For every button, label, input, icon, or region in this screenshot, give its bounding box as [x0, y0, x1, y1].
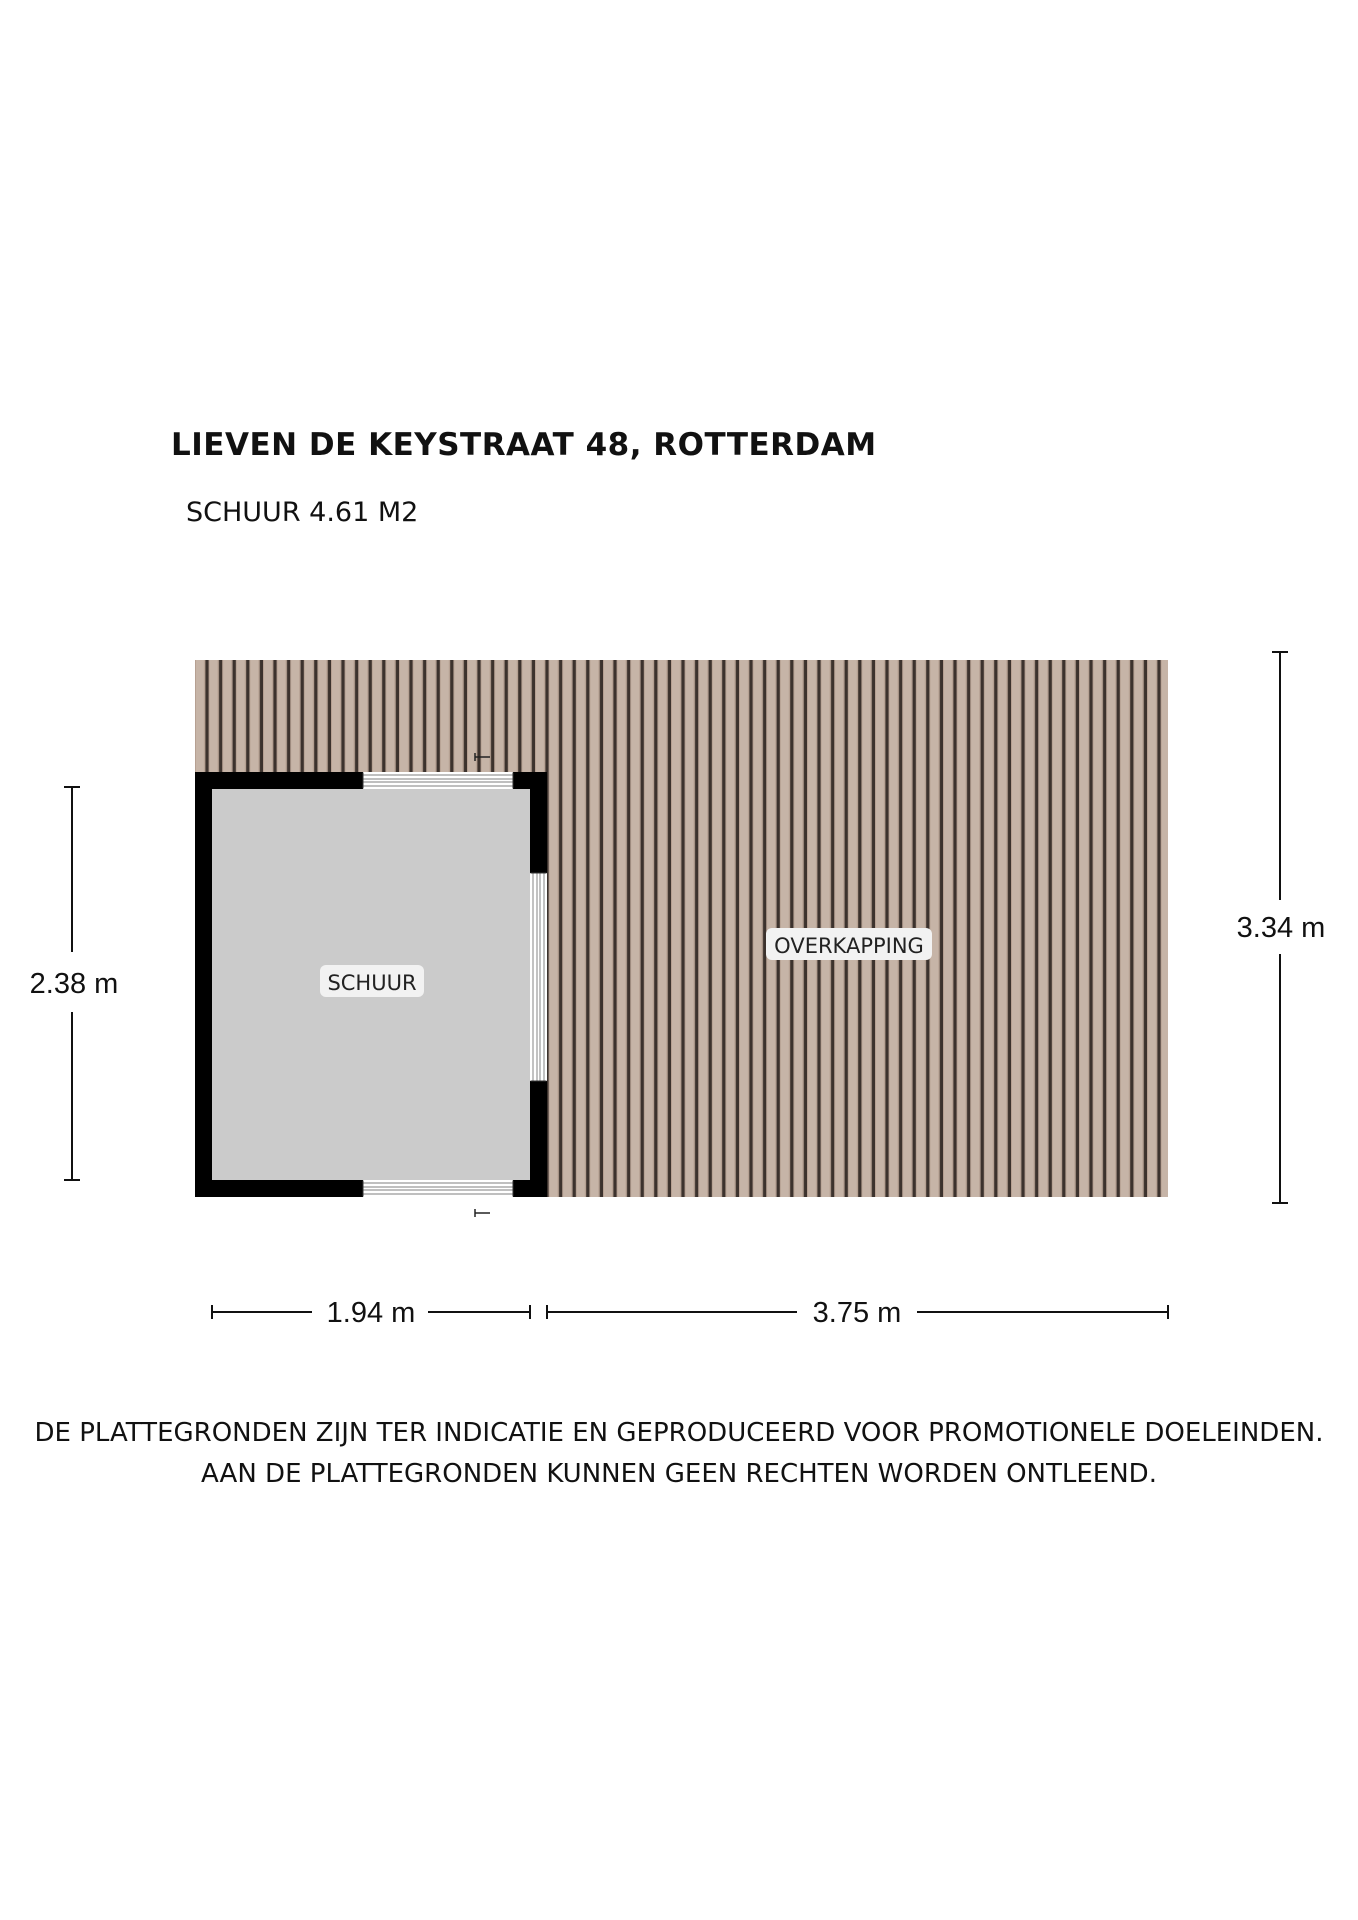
room-label-overkapping	[766, 928, 932, 960]
disclaimer-line-1: DE PLATTEGRONDEN ZIJN TER INDICATIE EN GEPRODUCEERD VOOR PROMOTIONELE DOELEINDEN.	[34, 1418, 1324, 1448]
dimension-label-schuur-width: 1.94 m	[326, 1297, 416, 1329]
window-top	[363, 772, 513, 789]
dimension-total-height	[1237, 652, 1326, 1203]
dimension-label-overkapping-width: 3.75 m	[812, 1297, 902, 1329]
dimension-schuur-width	[212, 1297, 530, 1329]
plan-subtitle: SCHUUR 4.61 M2	[186, 497, 419, 528]
dimension-label-total-height: 3.34 m	[1236, 912, 1326, 944]
dimension-label-schuur-height: 2.38 m	[29, 968, 119, 1000]
disclaimer-line-2: AAN DE PLATTEGRONDEN KUNNEN GEEN RECHTEN WORDEN ONTLEEND.	[201, 1459, 1157, 1489]
dimension-schuur-height	[30, 787, 119, 1180]
room-label-overkapping-text: OVERKAPPING	[774, 934, 924, 958]
plan-title: LIEVEN DE KEYSTRAAT 48, ROTTERDAM	[171, 427, 877, 463]
room-label-schuur	[320, 965, 424, 997]
window-bottom	[363, 1180, 513, 1197]
room-label-schuur-text: SCHUUR	[327, 971, 417, 995]
dimension-overkapping-width	[547, 1297, 1168, 1329]
window-right	[530, 873, 547, 1081]
